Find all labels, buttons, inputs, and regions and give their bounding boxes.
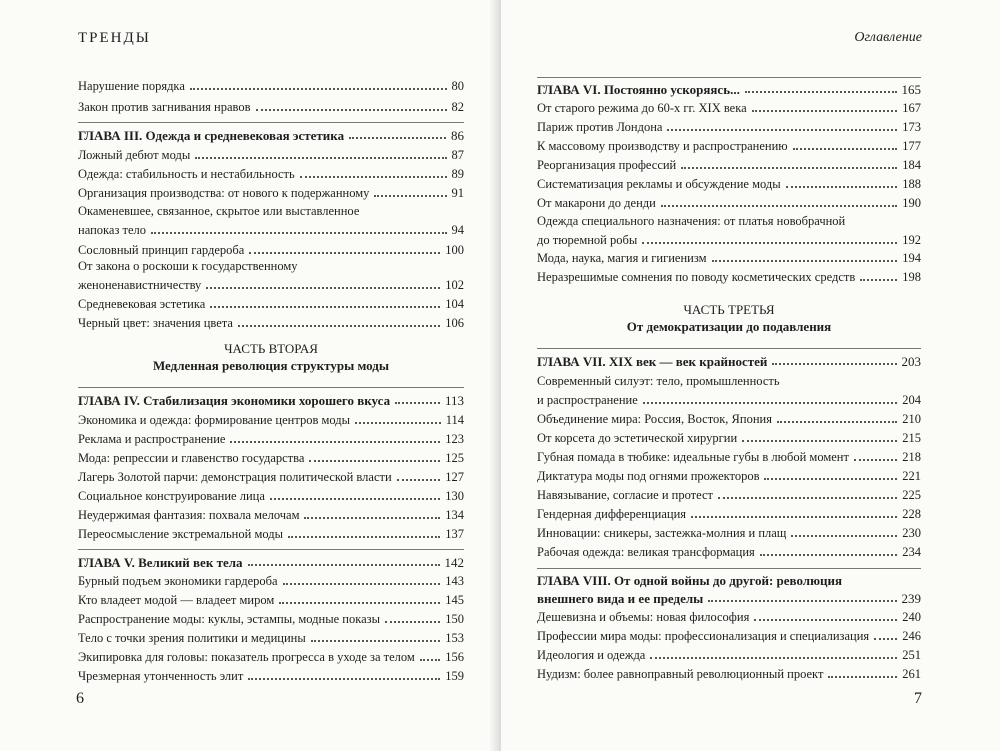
toc-entry[interactable]: Нарушение порядка 80 [78, 79, 464, 93]
page-number: 6 [76, 690, 84, 707]
toc-entry[interactable]: Одежда специального назначения: от платья новобрачной до тюремной робы 192 [537, 214, 921, 247]
toc-chapter[interactable]: ГЛАВА V. Великий век тела 142 [78, 555, 464, 570]
running-head: ТРЕНДЫ [78, 30, 151, 46]
chapter-divider [537, 77, 921, 78]
chapter-divider [78, 122, 464, 123]
toc-entry[interactable]: Диктатура моды под огнями прожекторов 221 [537, 469, 921, 483]
toc-entry[interactable]: Париж против Лондона 173 [537, 120, 921, 134]
toc-entry[interactable]: Неразрешимые сомнения по поводу косметических средств 198 [537, 270, 921, 284]
toc-entry[interactable]: Мода: репрессии и главенство государства 125 [78, 451, 464, 465]
toc-entry[interactable]: Экипировка для головы: показатель прогресса в уходе за телом 156 [78, 650, 464, 664]
toc-chapter[interactable]: ГЛАВА VI. Постоянно ускоряясь... 165 [537, 82, 921, 97]
toc-entry[interactable]: Сословный принцип гардероба 100 [78, 243, 464, 257]
right-page [501, 0, 1000, 751]
page-number: 7 [914, 690, 922, 707]
toc-entry[interactable]: Лагерь Золотой парчи: демонстрация политической власти 127 [78, 470, 464, 484]
toc-entry[interactable]: От старого режима до 60-х гг. XIX века 167 [537, 101, 921, 115]
toc-entry[interactable]: Идеология и одежда 251 [537, 648, 921, 662]
toc-entry[interactable]: Распространение моды: куклы, эстампы, модные показы 150 [78, 612, 464, 626]
toc-entry[interactable]: От корсета до эстетической хирургии 215 [537, 431, 921, 445]
toc-entry[interactable]: Чрезмерная утонченность элит 159 [78, 669, 464, 683]
toc-entry[interactable]: Объединение мира: Россия, Восток, Япония 210 [537, 412, 921, 426]
chapter-divider [537, 568, 921, 569]
toc-entry[interactable]: Закон против загнивания нравов 82 [78, 100, 464, 114]
toc-entry[interactable]: Переосмысление экстремальной моды 137 [78, 527, 464, 541]
toc-entry[interactable]: Социальное конструирование лица 130 [78, 489, 464, 503]
toc-entry[interactable]: Тело с точки зрения политики и медицины 153 [78, 631, 464, 645]
part-subtitle: От демократизации до подавления [626, 319, 832, 334]
part-label: ЧАСТЬ ВТОРАЯ [224, 341, 318, 356]
part-heading [537, 301, 921, 335]
toc-entry[interactable]: Ложный дебют моды 87 [78, 148, 464, 162]
toc-entry[interactable]: Средневековая эстетика 104 [78, 297, 464, 311]
toc-entry[interactable]: Неудержимая фантазия: похвала мелочам 134 [78, 508, 464, 522]
left-page [0, 0, 499, 751]
toc-entry[interactable]: Инновации: сникеры, застежка-молния и плащ 230 [537, 526, 921, 540]
toc-entry[interactable]: Реклама и распространение 123 [78, 432, 464, 446]
toc-entry[interactable]: Навязывание, согласие и протест 225 [537, 488, 921, 502]
toc-entry[interactable]: От закона о роскоши к государственному женоненавистничеству 102 [78, 259, 464, 292]
toc-entry[interactable]: Экономика и одежда: формирование центров моды 114 [78, 413, 464, 427]
toc-entry[interactable]: Профессии мира моды: профессионализация и специализация 246 [537, 629, 921, 643]
toc-entry[interactable]: От макарони до денди 190 [537, 196, 921, 210]
toc-entry[interactable]: Губная помада в тюбике: идеальные губы в любой момент 218 [537, 450, 921, 464]
toc-entry[interactable]: Бурный подъем экономики гардероба 143 [78, 574, 464, 588]
toc-entry[interactable]: Организация производства: от нового к подержанному 91 [78, 186, 464, 200]
toc-chapter[interactable]: ГЛАВА VIII. От одной войны до другой: революция внешнего вида и ее пределы 239 [537, 573, 921, 606]
toc-chapter[interactable]: ГЛАВА IV. Стабилизация экономики хорошего вкуса 113 [78, 393, 464, 408]
chapter-divider [537, 348, 921, 349]
toc-entry[interactable]: Кто владеет модой — владеет миром 145 [78, 593, 464, 607]
toc-entry[interactable]: Дешевизна и объемы: новая философия 240 [537, 610, 921, 624]
chapter-divider [78, 549, 464, 550]
toc-entry[interactable]: Гендерная дифференциация 228 [537, 507, 921, 521]
toc-entry[interactable]: Реорганизация профессий 184 [537, 158, 921, 172]
chapter-divider [78, 387, 464, 388]
toc-entry[interactable]: Систематизация рекламы и обсуждение моды 188 [537, 177, 921, 191]
running-head: Оглавление [854, 30, 922, 45]
toc-entry[interactable]: Окаменевшее, связанное, скрытое или выставленное напоказ тело 94 [78, 204, 464, 237]
toc-entry[interactable]: Современный силуэт: тело, промышленность и распространение 204 [537, 374, 921, 407]
toc-chapter[interactable]: ГЛАВА VII. XIX век — век крайностей 203 [537, 354, 921, 369]
toc-entry[interactable]: Черный цвет: значения цвета 106 [78, 316, 464, 330]
toc-entry[interactable]: Мода, наука, магия и гигиенизм 194 [537, 251, 921, 265]
toc-entry[interactable]: Рабочая одежда: великая трансформация 234 [537, 545, 921, 559]
part-label: ЧАСТЬ ТРЕТЬЯ [683, 302, 775, 317]
part-heading [78, 340, 464, 374]
toc-entry[interactable]: К массовому производству и распространению 177 [537, 139, 921, 153]
toc-entry[interactable]: Нудизм: более равноправный революционный проект 261 [537, 667, 921, 681]
part-subtitle: Медленная революция структуры моды [152, 358, 390, 373]
toc-entry[interactable]: Одежда: стабильность и нестабильность 89 [78, 167, 464, 181]
toc-chapter[interactable]: ГЛАВА III. Одежда и средневековая эстетика 86 [78, 128, 464, 143]
